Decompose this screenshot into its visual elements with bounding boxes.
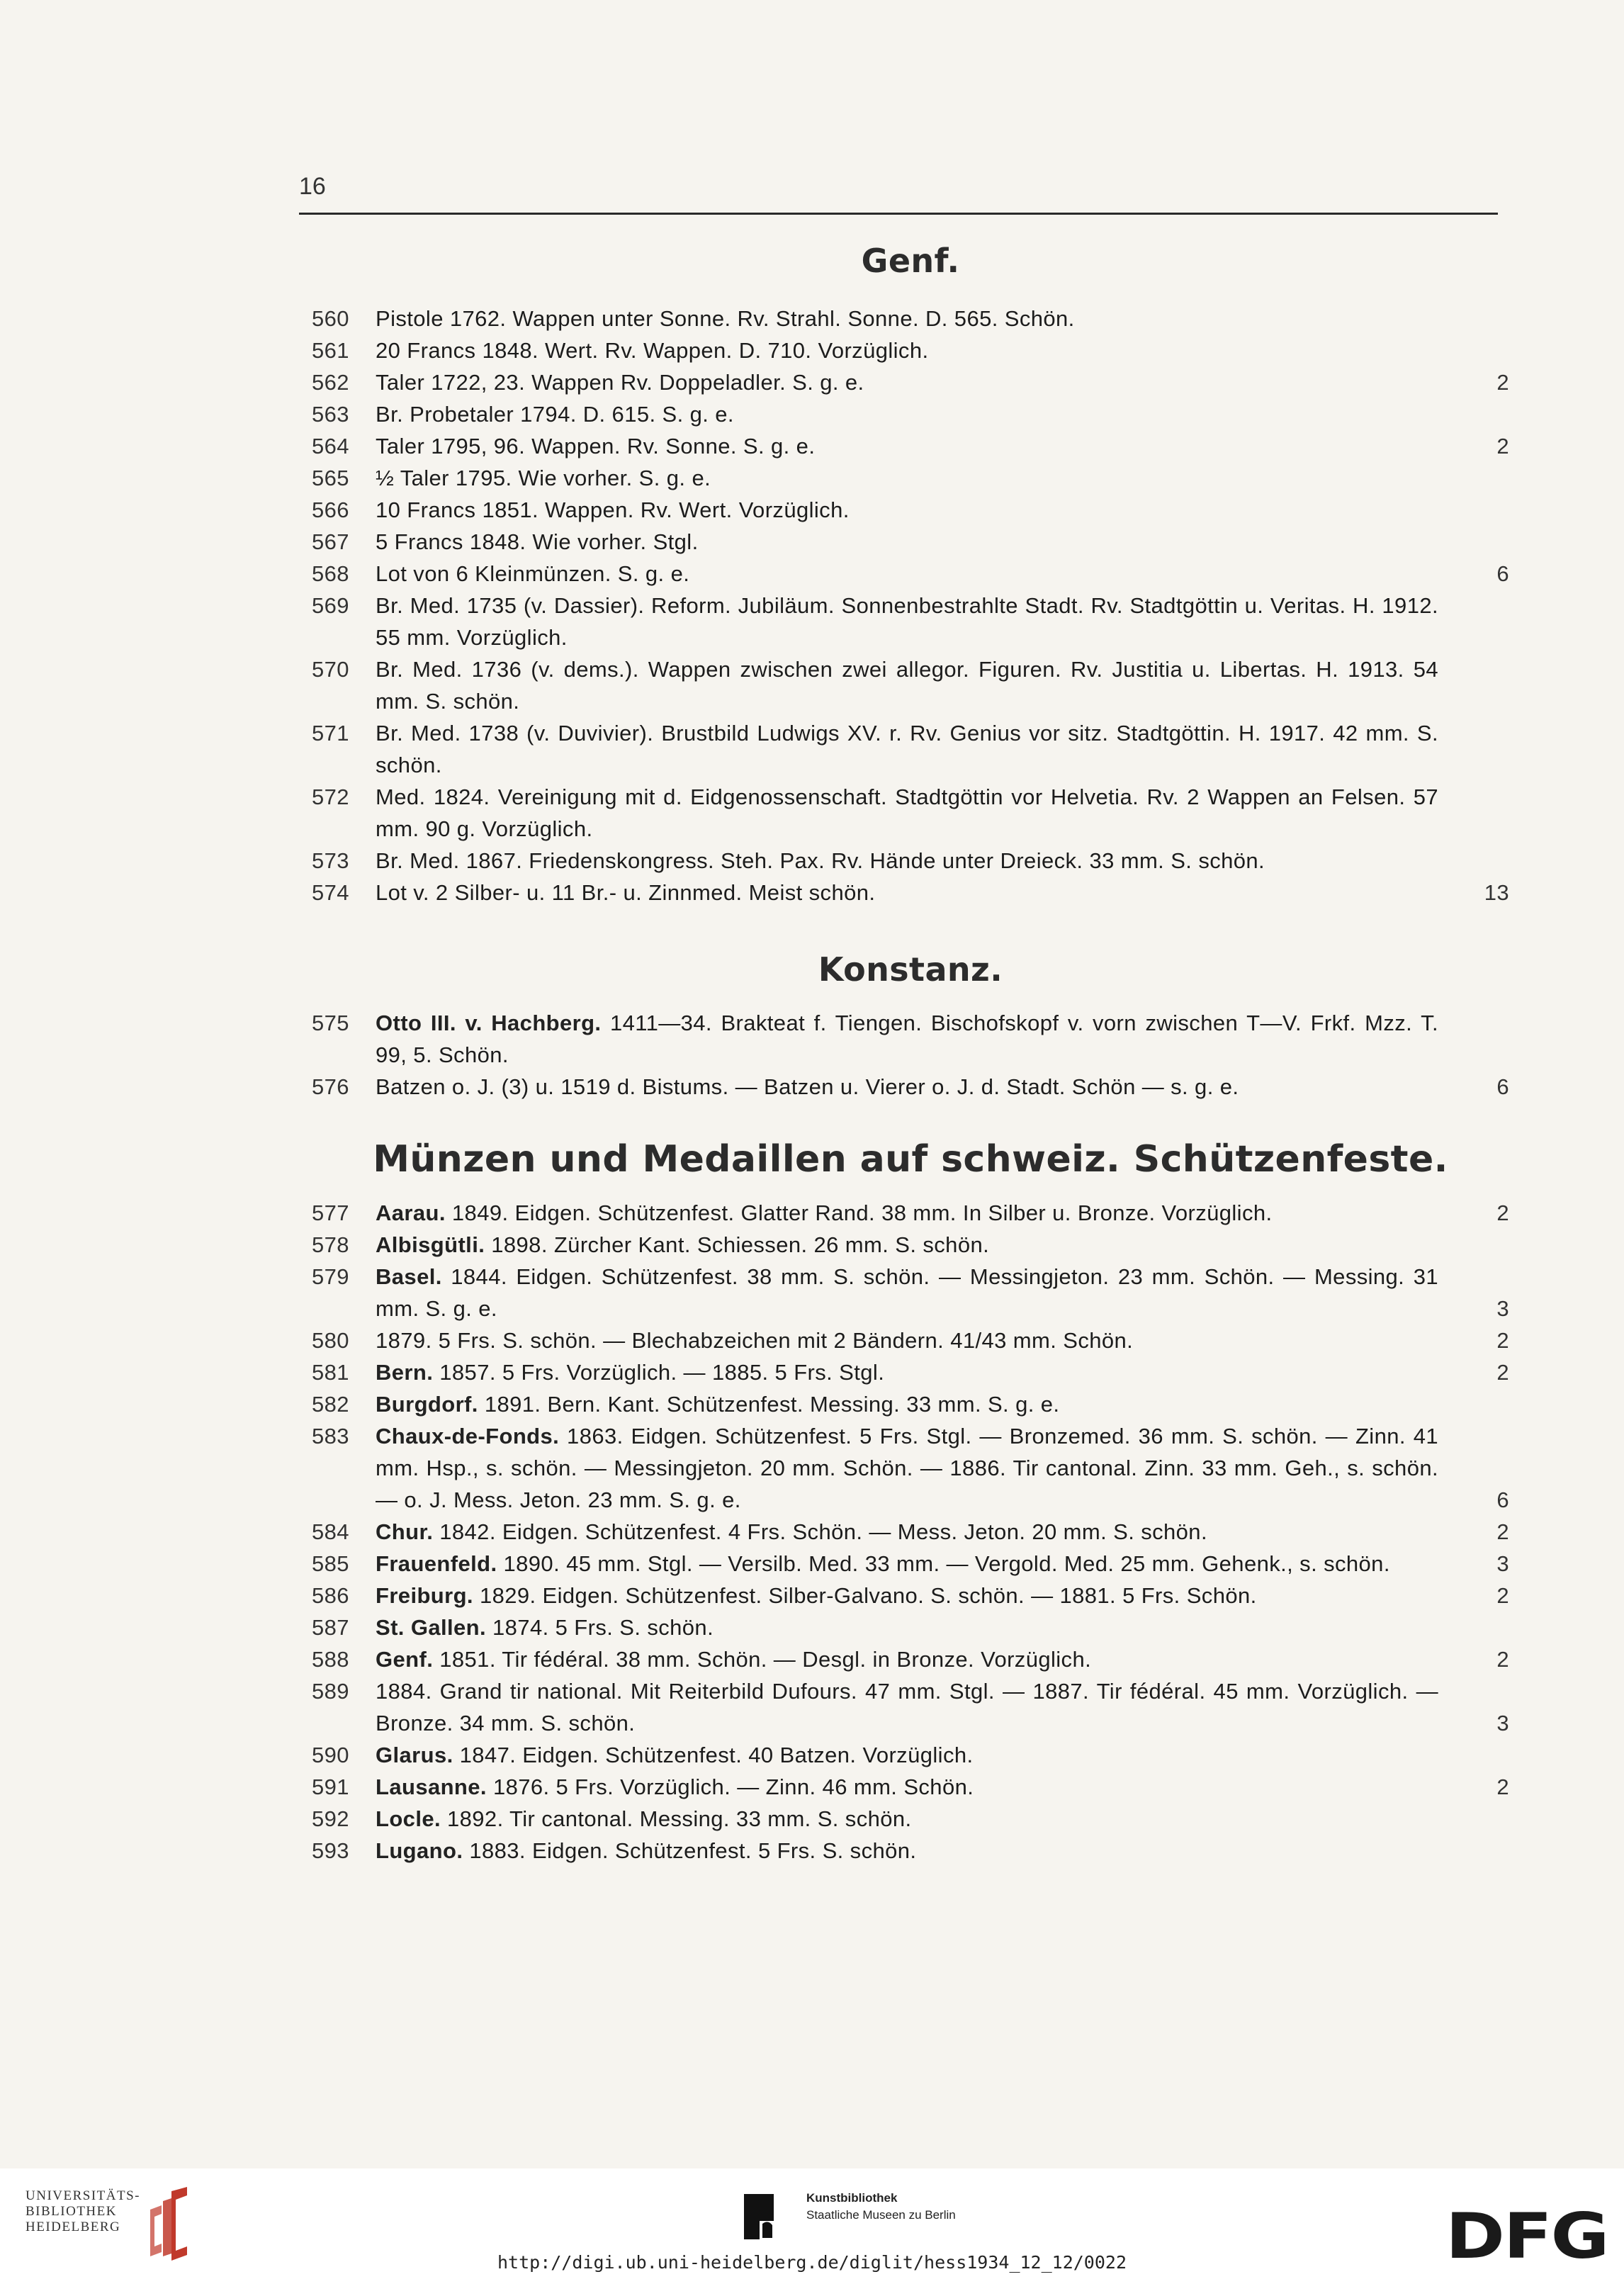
lot-entry [0, 1261, 1624, 1324]
lot-number: 583 [312, 1424, 349, 1448]
lot-number: 587 [312, 1615, 349, 1640]
lot-number: 572 [312, 784, 349, 809]
catalog-content [0, 241, 1624, 1867]
lot-text: 1883. Eidgen. Schützenfest. 5 Frs. S. schön. [469, 1838, 917, 1863]
lot-text: Br. Med. 1867. Friedenskongress. Steh. Pax. Rv. Hände unter Dreieck. 33 mm. S. schön. [376, 848, 1265, 873]
lot-place-name: Lugano. [376, 1838, 463, 1863]
lot-text: 1844. Eidgen. Schützenfest. 38 mm. S. schön. — Messingjeton. 23 mm. Schön. — Messing. 31 mm. S. g. e. [376, 1264, 1438, 1321]
lot-number: 569 [312, 593, 349, 618]
lot-price: 3 [1496, 1296, 1509, 1321]
lot-entry [0, 398, 1624, 430]
lot-entry [0, 1007, 1624, 1071]
lot-entry [0, 781, 1624, 845]
lot-description [376, 558, 1438, 590]
lot-text: Med. 1824. Vereinigung mit d. Eidgenossenschaft. Stadtgöttin vor Helvetia. Rv. 2 Wappen an Felsen. 57 mm. 90 g. Vorzüglich. [376, 784, 1438, 841]
lot-place-name: Albisgütli. [376, 1232, 485, 1257]
lot-text: 1842. Eidgen. Schützenfest. 4 Frs. Schön. — Mess. Jeton. 20 mm. S. schön. [439, 1519, 1207, 1544]
lot-text: Taler 1795, 96. Wappen. Rv. Sonne. S. g. e. [376, 434, 816, 459]
lot-description [376, 1803, 1438, 1835]
lot-description [376, 1771, 1438, 1803]
lot-entry [0, 430, 1624, 462]
lot-description [376, 526, 1438, 558]
lot-text: 1890. 45 mm. Stgl. — Versilb. Med. 33 mm. — Vergold. Med. 25 mm. Gehenk., s. schön. [503, 1551, 1390, 1576]
lot-number: 561 [312, 338, 349, 363]
lot-entry [0, 1835, 1624, 1867]
lot-price: 13 [1484, 880, 1509, 905]
lot-price: 6 [1496, 561, 1509, 586]
lot-place-name: Bern. [376, 1360, 434, 1385]
lot-text: 1898. Zürcher Kant. Schiessen. 26 mm. S. schön. [491, 1232, 990, 1257]
lot-number: 576 [312, 1074, 349, 1099]
lot-price: 2 [1496, 1328, 1509, 1353]
kunstbibliothek-logo-icon [744, 2188, 801, 2245]
lot-number: 589 [312, 1679, 349, 1704]
lot-description [376, 845, 1438, 877]
lot-number: 590 [312, 1743, 349, 1767]
lot-text: 10 Francs 1851. Wappen. Rv. Wert. Vorzüglich. [376, 497, 850, 522]
lot-description [376, 1516, 1438, 1548]
lot-price: 2 [1496, 1774, 1509, 1799]
lot-text: Br. Med. 1736 (v. dems.). Wappen zwischen zwei allegor. Figuren. Rv. Justitia u. Libertas. H. 1913. 54 mm. S. schön. [376, 657, 1438, 714]
lot-place-name: Otto III. v. Hachberg. [376, 1011, 602, 1035]
lot-text: 1857. 5 Frs. Vorzüglich. — 1885. 5 Frs. Stgl. [439, 1360, 885, 1385]
lot-description [376, 1548, 1438, 1580]
lot-text: Batzen o. J. (3) u. 1519 d. Bistums. — Batzen u. Vierer o. J. d. Stadt. Schön — s. g. e. [376, 1074, 1239, 1099]
lot-entry [0, 1516, 1624, 1548]
lot-text: Lot von 6 Kleinmünzen. S. g. e. [376, 561, 690, 586]
lot-description [376, 1835, 1438, 1867]
lot-price: 2 [1496, 370, 1509, 395]
lot-entry [0, 653, 1624, 717]
lot-description [376, 1324, 1438, 1356]
lot-text: 1879. 5 Frs. S. schön. — Blechabzeichen mit 2 Bändern. 41/43 mm. Schön. [376, 1328, 1134, 1353]
lot-description [376, 1675, 1438, 1739]
lot-number: 560 [312, 306, 349, 331]
lot-description [376, 398, 1438, 430]
lot-place-name: Freiburg. [376, 1583, 473, 1608]
lot-entry [0, 1420, 1624, 1516]
lot-place-name: Burgdorf. [376, 1392, 478, 1417]
lot-entry [0, 558, 1624, 590]
lot-text: Pistole 1762. Wappen unter Sonne. Rv. Strahl. Sonne. D. 565. Schön. [376, 306, 1075, 331]
lot-number: 571 [312, 721, 349, 746]
lot-entry [0, 1356, 1624, 1388]
lot-entry [0, 1580, 1624, 1611]
lot-number: 567 [312, 529, 349, 554]
lot-entry [0, 1324, 1624, 1356]
lot-number: 577 [312, 1200, 349, 1225]
lot-description [376, 653, 1438, 717]
source-url-link[interactable]: http://digi.ub.uni-heidelberg.de/diglit/hess1934_12_12/0022 [497, 2252, 1127, 2273]
lot-number: 570 [312, 657, 349, 682]
ub-line-2: BIBLIOTHEK [26, 2204, 117, 2219]
lot-description [376, 1739, 1438, 1771]
dfg-logo[interactable]: DFG [1445, 2200, 1608, 2273]
lot-place-name: Frauenfeld. [376, 1551, 497, 1576]
lot-description [376, 1261, 1438, 1324]
lot-text: 1891. Bern. Kant. Schützenfest. Messing. 33 mm. S. g. e. [484, 1392, 1060, 1417]
ub-heidelberg-wordmark[interactable] [26, 2188, 140, 2235]
lot-text: 5 Francs 1848. Wie vorher. Stgl. [376, 529, 699, 554]
lot-entry [0, 1071, 1624, 1103]
lot-place-name: Lausanne. [376, 1774, 487, 1799]
lot-number: 593 [312, 1838, 349, 1863]
lot-number: 588 [312, 1647, 349, 1672]
lot-text: ½ Taler 1795. Wie vorher. S. g. e. [376, 466, 711, 490]
lot-description [376, 1388, 1438, 1420]
lot-text: Br. Med. 1735 (v. Dassier). Reform. Jubiläum. Sonnenbestrahlte Stadt. Rv. Stadtgöttin u. Veritas. H. 1912. 55 mm. Vorzüglich. [376, 593, 1438, 650]
lot-price: 2 [1496, 1360, 1509, 1385]
lot-entry [0, 303, 1624, 334]
lot-place-name: Locle. [376, 1806, 441, 1831]
lot-entry [0, 1611, 1624, 1643]
lot-number: 591 [312, 1774, 349, 1799]
lot-entry [0, 1548, 1624, 1580]
lot-description [376, 877, 1438, 908]
lot-text: 1874. 5 Frs. S. schön. [492, 1615, 714, 1640]
lot-number: 578 [312, 1232, 349, 1257]
lot-place-name: Basel. [376, 1264, 442, 1289]
lot-entry [0, 590, 1624, 653]
lot-place-name: Genf. [376, 1647, 434, 1672]
lot-entry [0, 1803, 1624, 1835]
lot-number: 563 [312, 402, 349, 427]
lot-price: 2 [1496, 1519, 1509, 1544]
lot-text: 1829. Eidgen. Schützenfest. Silber-Galvano. S. schön. — 1881. 5 Frs. Schön. [479, 1583, 1257, 1608]
lot-description [376, 1611, 1438, 1643]
lot-entry [0, 526, 1624, 558]
lot-text: 1892. Tir cantonal. Messing. 33 mm. S. schön. [447, 1806, 912, 1831]
lot-description [376, 462, 1438, 494]
lot-text: 1876. 5 Frs. Vorzüglich. — Zinn. 46 mm. Schön. [492, 1774, 974, 1799]
lot-entry [0, 1675, 1624, 1739]
page-number: 16 [299, 173, 326, 200]
lot-number: 575 [312, 1011, 349, 1035]
lot-text: 1411—34. Brakteat f. Tiengen. Bischofskopf v. vorn zwischen T—V. Frkf. Mzz. T. 99, 5. Schön. [376, 1011, 1438, 1067]
lot-number: 565 [312, 466, 349, 490]
lot-description [376, 717, 1438, 781]
lot-text: 1863. Eidgen. Schützenfest. 5 Frs. Stgl. — Bronzemed. 36 mm. S. schön. — Zinn. 41 mm. Hsp., s. schön. — Messingjeton. 20 mm. Schön. — 1886. Tir cantonal. Zinn. 33 mm. Geh., s. schön. — o. J. Mess. Jeton. 23 mm. S. g. e. [376, 1424, 1439, 1512]
lot-number: 584 [312, 1519, 349, 1544]
header-rule [299, 213, 1498, 215]
ub-line-3: HEIDELBERG [26, 2220, 121, 2234]
lot-price: 6 [1496, 1487, 1509, 1512]
lot-description [376, 334, 1438, 366]
lot-entry [0, 462, 1624, 494]
lot-number: 568 [312, 561, 349, 586]
kunstbibliothek-wordmark[interactable] [806, 2190, 956, 2224]
lot-description [376, 1580, 1438, 1611]
lot-description [376, 366, 1438, 398]
lot-number: 566 [312, 497, 349, 522]
lot-entry [0, 877, 1624, 908]
lot-price: 2 [1496, 1200, 1509, 1225]
lot-entry [0, 1229, 1624, 1261]
section-heading: Genf. [861, 242, 960, 280]
lot-number: 562 [312, 370, 349, 395]
lot-description [376, 430, 1438, 462]
lot-price: 3 [1496, 1551, 1509, 1576]
lot-text: Lot v. 2 Silber- u. 11 Br.- u. Zinnmed. Meist schön. [376, 880, 876, 905]
lot-entry [0, 334, 1624, 366]
lot-number: 586 [312, 1583, 349, 1608]
lot-description [376, 1007, 1438, 1071]
lot-text: 1849. Eidgen. Schützenfest. Glatter Rand. 38 mm. In Silber u. Bronze. Vorzüglich. [451, 1200, 1273, 1225]
lot-number: 579 [312, 1264, 349, 1289]
lot-number: 574 [312, 880, 349, 905]
lot-place-name: Chaux-de-Fonds. [376, 1424, 560, 1448]
lot-entry [0, 1771, 1624, 1803]
lot-description [376, 1197, 1438, 1229]
lot-description [376, 494, 1438, 526]
lot-place-name: Glarus. [376, 1743, 453, 1767]
kb-line-1: Kunstbibliothek [806, 2191, 898, 2205]
kb-line-2: Staatliche Museen zu Berlin [806, 2208, 956, 2222]
lot-place-name: St. Gallen. [376, 1615, 486, 1640]
lot-description [376, 590, 1438, 653]
lot-description [376, 1420, 1438, 1516]
lot-place-name: Aarau. [376, 1200, 446, 1225]
lot-text: 1851. Tir fédéral. 38 mm. Schön. — Desgl. in Bronze. Vorzüglich. [439, 1647, 1092, 1672]
lot-description [376, 1071, 1438, 1103]
lot-description [376, 303, 1438, 334]
lot-text: 1884. Grand tir national. Mit Reiterbild Dufours. 47 mm. Stgl. — 1887. Tir fédéral. 45 mm. Vorzüglich. — Bronze. 34 mm. S. schön. [376, 1679, 1438, 1735]
lot-number: 592 [312, 1806, 349, 1831]
lot-text: Br. Med. 1738 (v. Duvivier). Brustbild Ludwigs XV. r. Rv. Genius vor sitz. Stadtgöttin. H. 1917. 42 mm. S. schön. [376, 721, 1438, 777]
lot-entry [0, 717, 1624, 781]
lot-text: Taler 1722, 23. Wappen Rv. Doppeladler. S. g. e. [376, 370, 864, 395]
lot-entry [0, 494, 1624, 526]
section-heading: Konstanz. [818, 950, 1003, 989]
lot-text: 20 Francs 1848. Wert. Rv. Wappen. D. 710. Vorzüglich. [376, 338, 929, 363]
lot-entry [0, 1197, 1624, 1229]
lot-description [376, 781, 1438, 845]
lot-number: 564 [312, 434, 349, 459]
lot-text: 1847. Eidgen. Schützenfest. 40 Batzen. Vorzüglich. [459, 1743, 974, 1767]
lot-price: 6 [1496, 1074, 1509, 1099]
lot-entry [0, 366, 1624, 398]
lot-number: 581 [312, 1360, 349, 1385]
lot-price: 2 [1496, 1647, 1509, 1672]
footer-bar [0, 2168, 1624, 2284]
section-heading: Münzen und Medaillen auf schweiz. Schützenfeste. [373, 1138, 1448, 1181]
lot-entry [0, 1388, 1624, 1420]
lot-price: 2 [1496, 1583, 1509, 1608]
lot-entry [0, 1739, 1624, 1771]
lot-description [376, 1643, 1438, 1675]
lot-entry [0, 845, 1624, 877]
lot-number: 585 [312, 1551, 349, 1576]
lot-number: 573 [312, 848, 349, 873]
lot-number: 582 [312, 1392, 349, 1417]
lot-text: Br. Probetaler 1794. D. 615. S. g. e. [376, 402, 734, 427]
lot-place-name: Chur. [376, 1519, 434, 1544]
lot-price: 3 [1496, 1711, 1509, 1735]
lot-description [376, 1356, 1438, 1388]
lot-price: 2 [1496, 434, 1509, 459]
lot-number: 580 [312, 1328, 349, 1353]
lot-description [376, 1229, 1438, 1261]
ub-line-1: UNIVERSITÄTS- [26, 2188, 140, 2203]
lot-entry [0, 1643, 1624, 1675]
